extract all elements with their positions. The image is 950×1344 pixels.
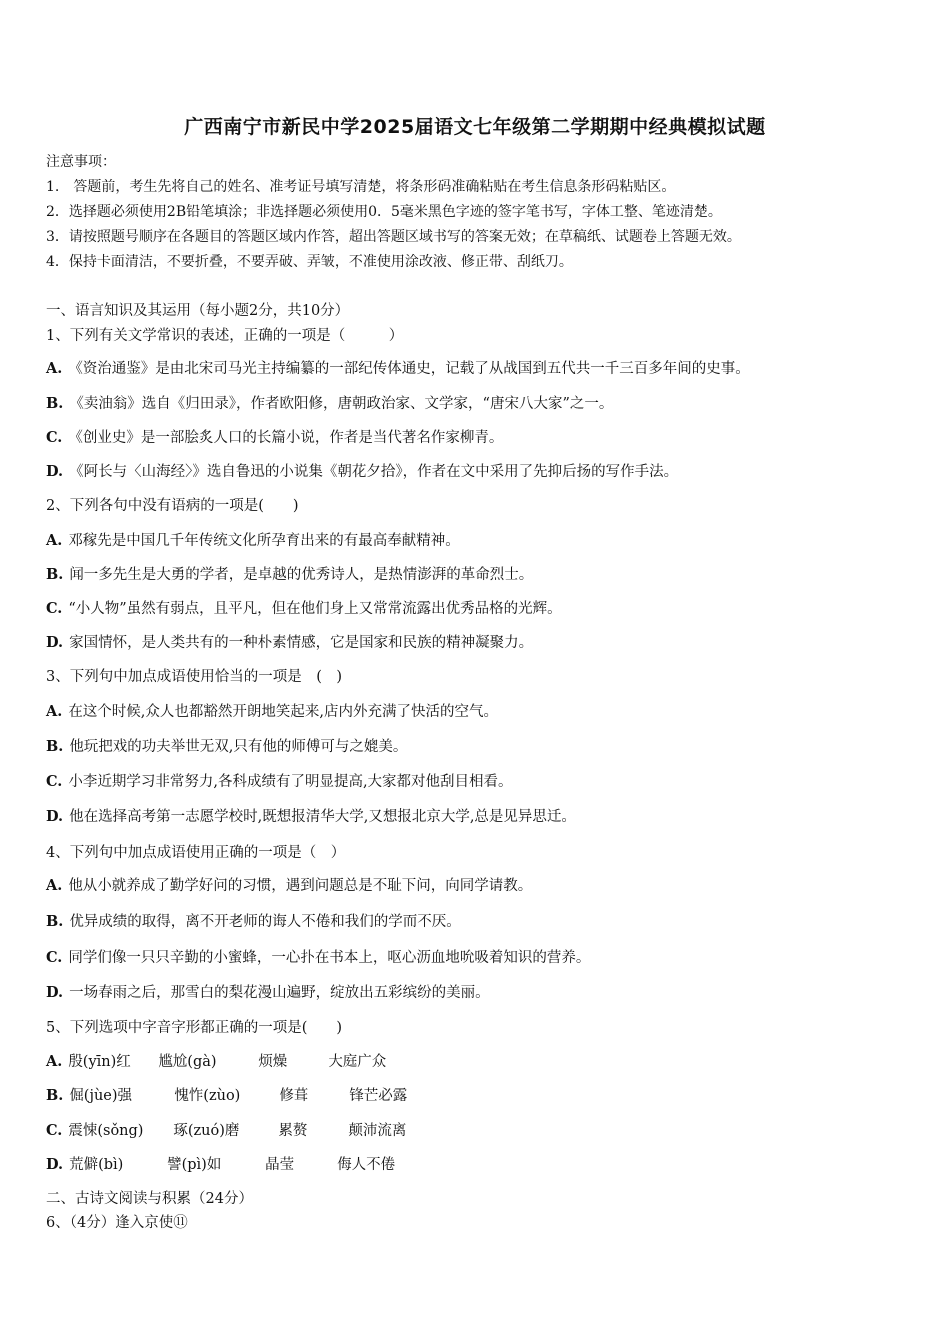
option-letter: A. <box>46 1053 63 1070</box>
option-part: 愧怍(zùo) <box>174 1088 241 1104</box>
option-text: 他玩把戏的功夫举世无双,只有他的师傅可与之媲美。 <box>69 739 408 755</box>
option-letter: D. <box>46 808 64 825</box>
option-d <box>46 1155 395 1175</box>
option-letter: D. <box>46 1156 64 1173</box>
option-letter: C. <box>46 600 63 617</box>
option-letter: A. <box>46 703 63 720</box>
option-letter: B. <box>46 1087 64 1104</box>
option-part: 倔(jùe)强 <box>69 1088 133 1104</box>
option-d <box>46 807 576 827</box>
option-b <box>46 737 407 757</box>
section-heading-2: 二、古诗文阅读与积累（24分） <box>46 1191 253 1207</box>
option-letter: C. <box>46 949 63 966</box>
notice-item: 3．请按照题号顺序在各题目的答题区域内作答，超出答题区域书写的答案无效；在草稿纸、试题卷上答题无效。 <box>46 229 741 245</box>
option-text: 在这个时候,众人也都豁然开朗地笑起来,店内外充满了快活的空气。 <box>68 704 499 720</box>
option-text: 他在选择高考第一志愿学校时,既想报清华大学,又想报北京大学,总是见异思迁。 <box>69 809 576 825</box>
option-letter: A. <box>46 877 63 894</box>
option-letter: D. <box>46 634 64 651</box>
option-part: 累赘 <box>278 1123 308 1139</box>
question-stem-5: 5、下列选项中字音字形都正确的一项是( ) <box>46 1020 343 1036</box>
option-a <box>46 531 460 551</box>
option-text: 闻一多先生是大勇的学者，是卓越的优秀诗人，是热情澎湃的革命烈士。 <box>69 567 534 583</box>
option-part: 尴尬(gà) <box>158 1054 217 1070</box>
option-part: 譬(pì)如 <box>167 1157 222 1173</box>
option-text: 家国情怀，是人类共有的一种朴素情感，它是国家和民族的精神凝聚力。 <box>69 635 534 651</box>
option-letter: B. <box>46 395 64 412</box>
notice-item: 4．保持卡面清洁，不要折叠，不要弄破、弄皱，不准使用涂改液、修正带、刮纸刀。 <box>46 254 573 270</box>
question-stem-2: 2、下列各句中没有语病的一项是( ) <box>46 498 299 514</box>
option-letter: B. <box>46 738 64 755</box>
option-b <box>46 1086 407 1106</box>
option-b <box>46 565 533 585</box>
option-part: 修葺 <box>279 1088 309 1104</box>
option-letter: A. <box>46 532 63 549</box>
option-part: 琢(zuó)磨 <box>173 1123 240 1139</box>
notice-heading: 注意事项： <box>46 154 116 170</box>
option-letter: C. <box>46 1122 63 1139</box>
option-text: 优异成绩的取得，离不开老师的诲人不倦和我们的学而不厌。 <box>69 914 461 930</box>
option-letter: A. <box>46 360 63 377</box>
option-letter: C. <box>46 429 63 446</box>
option-c <box>46 1121 406 1141</box>
option-a <box>46 702 498 722</box>
option-letter: C. <box>46 773 63 790</box>
option-text: 邓稼先是中国几千年传统文化所孕育出来的有最高奉献精神。 <box>68 533 460 549</box>
option-c <box>46 948 590 968</box>
option-letter: D. <box>46 984 64 1001</box>
option-part: 侮人不倦 <box>337 1157 396 1173</box>
option-letter: B. <box>46 913 64 930</box>
section-heading-1: 一、语言知识及其运用（每小题2分，共10分） <box>46 303 350 319</box>
option-text: “小人物”虽然有弱点，且平凡，但在他们身上又常常流露出优秀品格的光辉。 <box>68 601 562 617</box>
option-text: 同学们像一只只辛勤的小蜜蜂，一心扑在书本上，呕心沥血地吮吸着知识的营养。 <box>68 950 591 966</box>
option-a <box>46 359 750 379</box>
option-part: 锋芒必露 <box>349 1088 408 1104</box>
option-d <box>46 983 490 1003</box>
option-text: 小李近期学习非常努力,各科成绩有了明显提高,大家都对他刮目相看。 <box>68 774 513 790</box>
option-a <box>46 876 532 896</box>
option-text: 《阿长与〈山海经〉》选自鲁迅的小说集《朝花夕拾》，作者在文中采用了先抑后扬的写作手法。 <box>69 464 679 480</box>
option-part: 颠沛流离 <box>348 1123 407 1139</box>
option-c <box>46 428 503 448</box>
question-stem-3: 3、下列句中加点成语使用恰当的一项是 ( ) <box>46 669 343 685</box>
question-stem-6: 6、（4分）逢入京使⑪ <box>46 1215 188 1231</box>
option-part: 大庭广众 <box>328 1054 387 1070</box>
option-c <box>46 772 513 792</box>
option-part: 烦燥 <box>258 1054 288 1070</box>
option-b <box>46 912 461 932</box>
option-d <box>46 462 678 482</box>
option-text: 一场春雨之后，那雪白的梨花漫山遍野，绽放出五彩缤纷的美丽。 <box>69 985 490 1001</box>
notice-item: 1. 答题前，考生先将自己的姓名、准考证号填写清楚，将条形码准确粘贴在考生信息条形码粘贴区。 <box>46 179 676 195</box>
option-letter: D. <box>46 463 64 480</box>
question-stem-1: 1、下列有关文学常识的表述，正确的一项是（ ） <box>46 328 404 344</box>
question-stem-4: 4、下列句中加点成语使用正确的一项是（ ） <box>46 845 346 861</box>
option-text: 他从小就养成了勤学好问的习惯，遇到问题总是不耻下问，向同学请教。 <box>68 878 533 894</box>
option-text: 《创业史》是一部脍炙人口的长篇小说，作者是当代著名作家柳青。 <box>68 430 504 446</box>
option-part: 殷(yīn)红 <box>68 1054 131 1070</box>
option-part: 荒僻(bì) <box>69 1157 124 1173</box>
option-d <box>46 633 533 653</box>
option-a <box>46 1052 386 1072</box>
page-title: 广西南宁市新民中学2025届语文七年级第二学期期中经典模拟试题 <box>184 116 766 138</box>
notice-item: 2．选择题必须使用2B铅笔填涂；非选择题必须使用0．5毫米黑色字迹的签字笔书写，字体工整、笔迹清楚。 <box>46 204 722 220</box>
option-letter: B. <box>46 566 64 583</box>
option-b <box>46 394 613 414</box>
option-part: 晶莹 <box>265 1157 295 1173</box>
option-text: 《资治通鉴》是由北宋司马光主持编纂的一部纪传体通史，记载了从战国到五代共一千三百多年间的史事。 <box>68 361 750 377</box>
option-c <box>46 599 562 619</box>
option-part: 震悚(sǒng) <box>68 1123 144 1139</box>
option-text: 《卖油翁》选自《归田录》，作者欧阳修，唐朝政治家、文学家，“唐宋八大家”之一。 <box>69 396 614 412</box>
